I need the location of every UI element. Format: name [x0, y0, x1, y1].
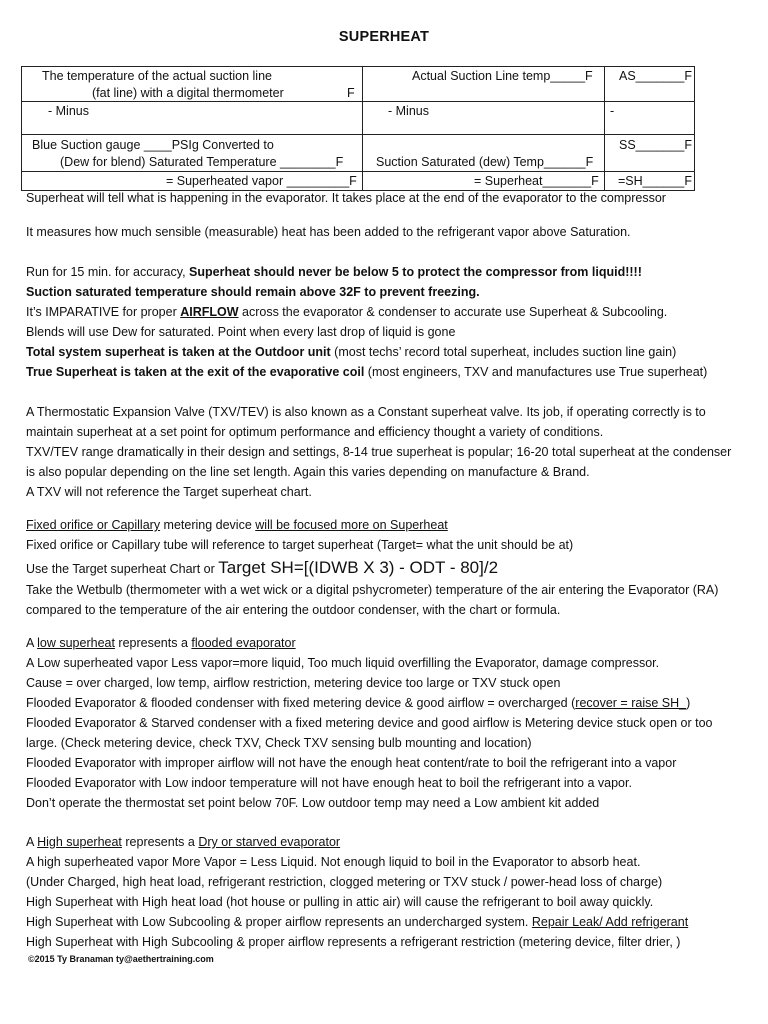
text-line: A Low superheated vapor Less vapor=more liquid, Too much liquid overfilling the Evaporator, damage compressor. [26, 656, 660, 670]
table-cell: Actual Suction Line temp_____F [412, 69, 593, 83]
text-line: maintain superheat at a set point for optimum performance and efficiency thought a variety of conditions. [26, 425, 604, 439]
text-line: A Thermostatic Expansion Valve (TXV/TEV) is also known as a Constant superheat valve. Its job, if operating correctly is to [26, 405, 706, 419]
text-line: (Under Charged, high heat load, refrigerant restriction, clogged metering or TXV stuck / power-head loss of charge) [26, 875, 663, 889]
text-line: Superheat will tell what is happening in the evaporator. It takes place at the end of the evaporator to the compressor [26, 191, 666, 205]
text-line: A TXV will not reference the Target superheat chart. [26, 485, 312, 499]
section-heading [26, 519, 448, 532]
section-heading [26, 836, 340, 849]
table-cell: - [610, 104, 615, 118]
text-span: low superheat [37, 636, 115, 650]
table-cell: The temperature of the actual suction line [42, 69, 272, 83]
table-cell: =SH______F [618, 174, 693, 188]
text-line [26, 697, 690, 710]
table-cell: Blue Suction gauge ____PSIg Converted to [32, 138, 274, 152]
text-span: AIRFLOW [180, 305, 239, 319]
text-span: Dry or starved evaporator [198, 835, 341, 849]
text-line: compared to the temperature of the air entering the outdoor condenser, with the chart or formula. [26, 603, 561, 617]
text-line: High Superheat with High Subcooling & proper airflow represents a refrigerant restriction (metering device, filter drier, ) [26, 935, 681, 949]
text-span: Superheat should never be below 5 to protect the compressor from liquid!!!! [189, 265, 642, 279]
table-cell: (fat line) with a digital thermometer [92, 86, 284, 100]
text-line: Suction saturated temperature should remain above 32F to prevent freezing. [26, 285, 480, 299]
text-line: Cause = over charged, low temp, airflow restriction, metering device too large or TXV stuck open [26, 676, 561, 690]
table-cell: - Minus [388, 104, 429, 118]
table-cell: = Superheat_______F [474, 174, 599, 188]
copyright-footer: ©2015 Ty Branaman ty@aethertraining.com [28, 954, 214, 964]
table-cell: - Minus [48, 104, 89, 118]
text-span: Flooded Evaporator & flooded condenser with fixed metering device & good airflow = overcharged ( [26, 696, 576, 710]
text-line: Blends will use Dew for saturated. Point when every last drop of liquid is gone [26, 325, 456, 339]
text-span: metering device [160, 518, 256, 532]
text-span: A [26, 636, 38, 650]
text-span: Run for 15 min. for accuracy, [26, 265, 190, 279]
text-line: Fixed orifice or Capillary tube will reference to target superheat (Target= what the unit should be at) [26, 538, 574, 552]
table-divider [22, 171, 694, 172]
superheat-table [21, 66, 695, 191]
text-span: flooded evaporator [191, 636, 296, 650]
text-span: (most techs’ record total superheat, includes suction line gain) [330, 345, 677, 359]
text-span: It’s IMPARATIVE for proper [26, 305, 181, 319]
text-span: Total system superheat is taken at the Outdoor unit [26, 345, 331, 359]
table-cell: = Superheated vapor _________F [166, 174, 357, 188]
text-line: It measures how much sensible (measurable) heat has been added to the refrigerant vapor above Saturation. [26, 225, 631, 239]
text-span: Repair Leak/ Add refrigerant [531, 915, 689, 929]
text-span: A [26, 835, 38, 849]
superheat-formula: Target SH=[(IDWB X 3) - ODT - 80]/2 [218, 558, 499, 577]
text-line: TXV/TEV range dramatically in their design and settings, 8-14 true superheat is popular; 16-20 total superheat at the condenser [26, 445, 732, 459]
text-span: High superheat [37, 835, 122, 849]
section-heading [26, 637, 296, 650]
table-cell: AS_______F [619, 69, 692, 83]
text-span: Fixed orifice or Capillary [26, 518, 161, 532]
text-span: High Superheat with Low Subcooling & proper airflow represents an undercharged system. [26, 915, 532, 929]
text-line: High Superheat with High heat load (hot house or pulling in attic air) will cause the refrigerant to boil away quickly. [26, 895, 654, 909]
text-span: across the evaporator & condenser to accurate use Superheat & Subcooling. [238, 305, 668, 319]
text-span: represents a [121, 835, 199, 849]
page-title: SUPERHEAT [338, 29, 430, 45]
text-line: Don’t operate the thermostat set point below 70F. Low outdoor temp may need a Low ambient kit added [26, 796, 600, 810]
text-line [26, 366, 707, 379]
formula-line [26, 559, 498, 576]
text-line [26, 266, 642, 279]
text-line: Take the Wetbulb (thermometer with a wet wick or a digital pshycrometer) temperature of the air entering the Evaporator (RA) [26, 583, 719, 597]
text-line: A high superheated vapor More Vapor = Less Liquid. Not enough liquid to boil in the Evaporator to absorb heat. [26, 855, 641, 869]
text-span: ) [686, 696, 691, 710]
text-line: Flooded Evaporator with Low indoor temperature will not have enough heat to boil the refrigerant into a vapor. [26, 776, 632, 790]
text-span: represents a [114, 636, 192, 650]
table-divider [22, 134, 694, 135]
text-line [26, 306, 667, 319]
text-span: Use the Target superheat Chart or [26, 562, 219, 576]
text-line [26, 916, 688, 929]
table-divider [22, 101, 694, 102]
text-span: will be focused more on Superheat [255, 518, 448, 532]
table-cell: F [347, 86, 355, 100]
text-span: (most engineers, TXV and manufactures use True superheat) [364, 365, 708, 379]
text-span: True Superheat is taken at the exit of the evaporative coil [26, 365, 365, 379]
table-cell: (Dew for blend) Saturated Temperature ________F [60, 155, 344, 169]
text-span: recover = raise SH_ [575, 696, 687, 710]
text-line: Flooded Evaporator & Starved condenser with a fixed metering device and good airflow is Metering device stuck open or too [26, 716, 713, 730]
text-line: is also popular depending on the line set length. Again this varies depending on manufacture & Brand. [26, 465, 590, 479]
text-line: Flooded Evaporator with improper airflow will not have the enough heat content/rate to boil the refrigerant into a vapor [26, 756, 677, 770]
table-cell: Suction Saturated (dew) Temp______F [376, 155, 594, 169]
text-line [26, 346, 676, 359]
text-line: large. (Check metering device, check TXV, Check TXV sensing bulb mounting and location) [26, 736, 532, 750]
table-cell: SS_______F [619, 138, 692, 152]
